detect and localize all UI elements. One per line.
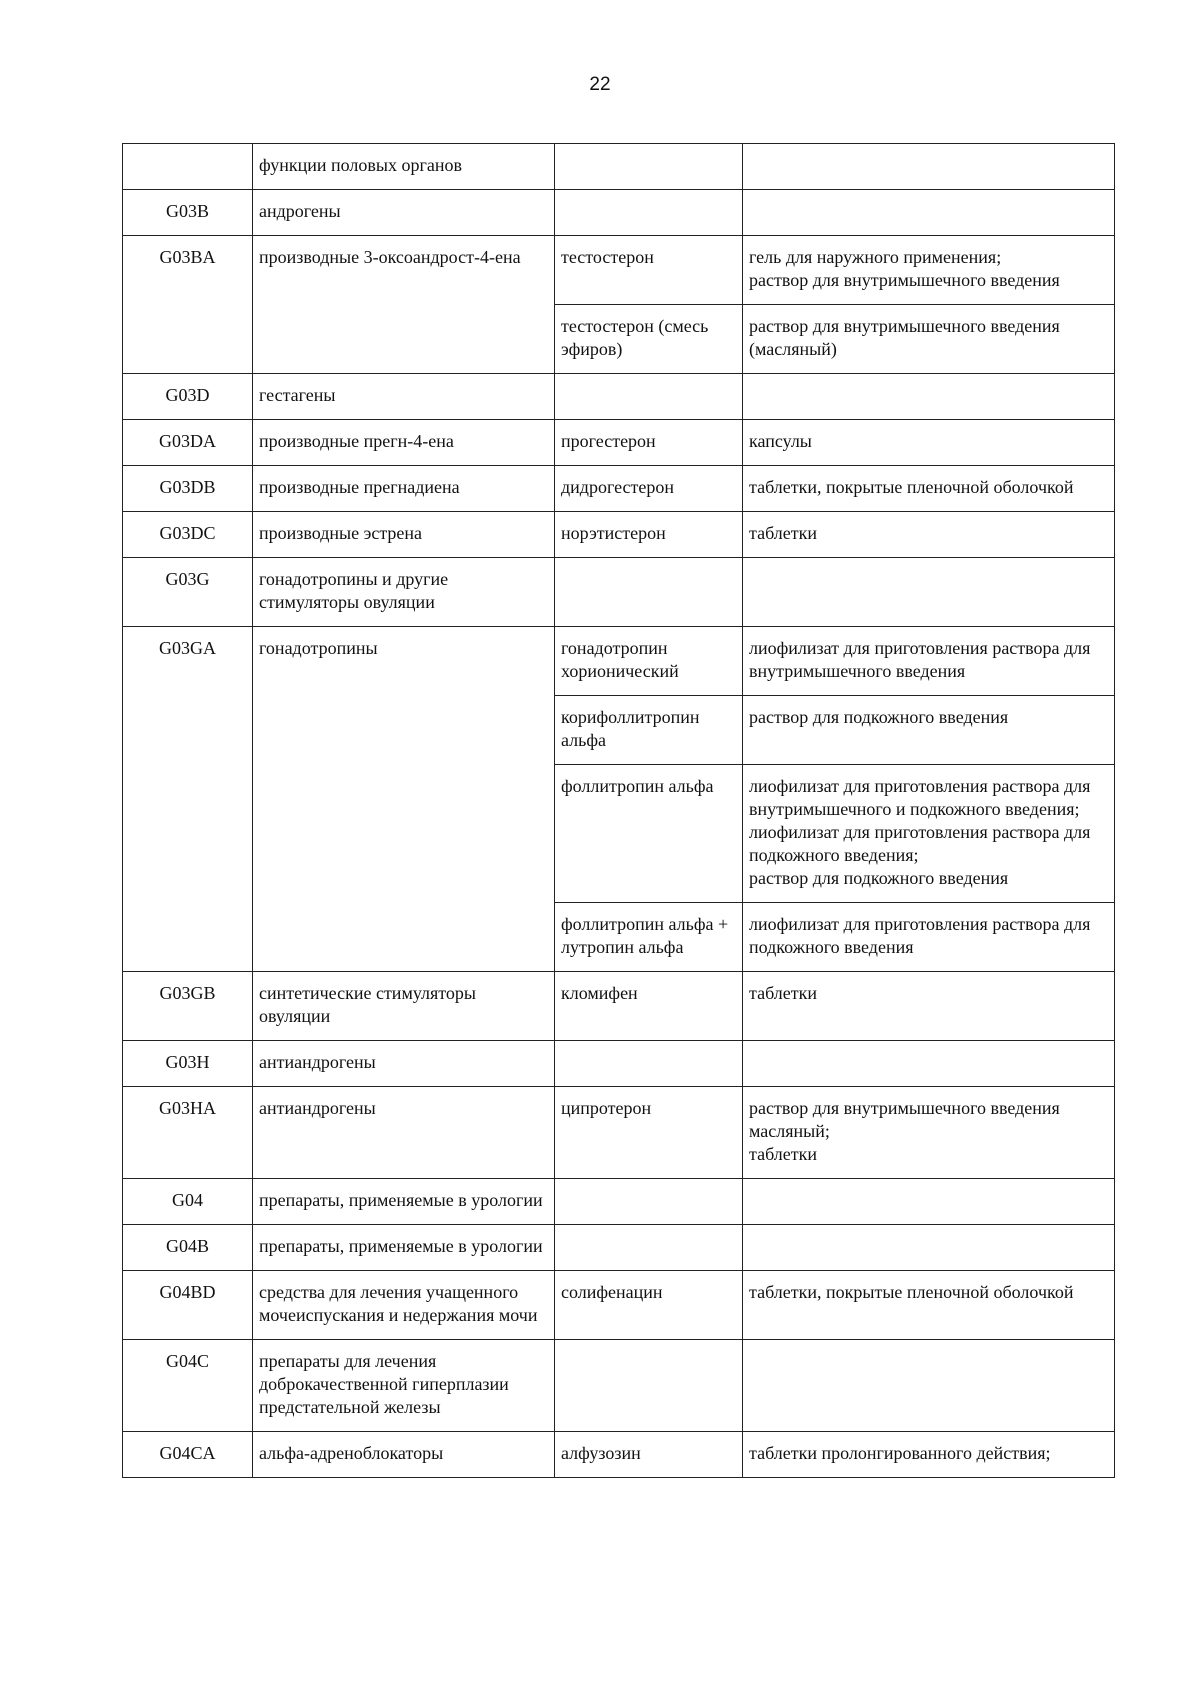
- group-name: андрогены: [253, 190, 555, 236]
- dosage-form: таблетки: [749, 1144, 818, 1164]
- dosage-forms: [743, 765, 1115, 903]
- table-row: [123, 558, 1115, 627]
- drug-name: [555, 1179, 743, 1225]
- atc-code: G03HA: [123, 1087, 253, 1179]
- atc-code: G04BD: [123, 1271, 253, 1340]
- atc-code: G04CA: [123, 1432, 253, 1478]
- page-number: 22: [589, 74, 611, 95]
- dosage-form: лиофилизат для приготовления раствора для подкожного введения: [749, 914, 1091, 957]
- group-name: производные прегнадиена: [253, 466, 555, 512]
- group-name: функции половых органов: [253, 144, 555, 190]
- dosage-forms: [743, 1087, 1115, 1179]
- group-name: антиандрогены: [253, 1041, 555, 1087]
- dosage-forms: [743, 972, 1115, 1041]
- dosage-forms: [743, 305, 1115, 374]
- group-name: препараты, применяемые в урологии: [253, 1225, 555, 1271]
- table-row: [123, 420, 1115, 466]
- drug-name: корифоллитропин альфа: [555, 696, 743, 765]
- table-row: [123, 627, 1115, 696]
- atc-code: [123, 144, 253, 190]
- group-name: производные 3-оксоандрост-4-ена: [253, 236, 555, 374]
- dosage-forms: [743, 420, 1115, 466]
- dosage-forms: [743, 190, 1115, 236]
- dosage-forms: [743, 1179, 1115, 1225]
- table-row: [123, 1432, 1115, 1478]
- drug-name: фоллитропин альфа + лутропин альфа: [555, 903, 743, 972]
- drug-name: [555, 1041, 743, 1087]
- group-name: гонадотропины: [253, 627, 555, 972]
- dosage-form: раствор для подкожного введения: [749, 707, 1009, 727]
- dosage-forms: [743, 1432, 1115, 1478]
- table-row: [123, 972, 1115, 1041]
- group-name: синтетические стимуляторы овуляции: [253, 972, 555, 1041]
- table-row: [123, 144, 1115, 190]
- group-name: гонадотропины и другие стимуляторы овуляции: [253, 558, 555, 627]
- dosage-form: лиофилизат для приготовления раствора для внутримышечного введения: [749, 638, 1091, 681]
- dosage-form: таблетки: [749, 523, 818, 543]
- atc-code: G03GA: [123, 627, 253, 972]
- table-row: [123, 1041, 1115, 1087]
- atc-code: G03B: [123, 190, 253, 236]
- drug-table: [122, 143, 1115, 1478]
- atc-code: G03DC: [123, 512, 253, 558]
- group-name: производные эстрена: [253, 512, 555, 558]
- table-row: [123, 466, 1115, 512]
- atc-code: G03DA: [123, 420, 253, 466]
- drug-name: кломифен: [555, 972, 743, 1041]
- dosage-form: лиофилизат для приготовления раствора для подкожного введения;: [749, 822, 1091, 865]
- dosage-forms: [743, 512, 1115, 558]
- dosage-form: лиофилизат для приготовления раствора для внутримышечного и подкожного введения;: [749, 776, 1091, 819]
- atc-code: G03D: [123, 374, 253, 420]
- dosage-form: таблетки пролонгированного действия;: [749, 1443, 1051, 1463]
- drug-name: [555, 190, 743, 236]
- dosage-form: раствор для внутримышечного введения масляный;: [749, 1098, 1060, 1141]
- table-row: [123, 1087, 1115, 1179]
- group-name: альфа-адреноблокаторы: [253, 1432, 555, 1478]
- atc-code: G04B: [123, 1225, 253, 1271]
- dosage-forms: [743, 1340, 1115, 1432]
- dosage-forms: [743, 236, 1115, 305]
- dosage-forms: [743, 1041, 1115, 1087]
- table-row: [123, 512, 1115, 558]
- dosage-form: раствор для внутримышечного введения: [749, 270, 1060, 290]
- drug-name: дидрогестерон: [555, 466, 743, 512]
- drug-name: [555, 558, 743, 627]
- dosage-form: раствор для внутримышечного введения (масляный): [749, 316, 1060, 359]
- atc-code: G03G: [123, 558, 253, 627]
- drug-name: алфузозин: [555, 1432, 743, 1478]
- dosage-forms: [743, 903, 1115, 972]
- dosage-forms: [743, 466, 1115, 512]
- dosage-forms: [743, 627, 1115, 696]
- dosage-form: капсулы: [749, 431, 812, 451]
- drug-name: прогестерон: [555, 420, 743, 466]
- table-row: [123, 190, 1115, 236]
- drug-name: солифенацин: [555, 1271, 743, 1340]
- atc-code: G03H: [123, 1041, 253, 1087]
- group-name: препараты для лечения доброкачественной гиперплазии предстательной железы: [253, 1340, 555, 1432]
- table-row: [123, 1340, 1115, 1432]
- drug-name: [555, 1225, 743, 1271]
- dosage-forms: [743, 144, 1115, 190]
- dosage-forms: [743, 696, 1115, 765]
- drug-name: [555, 374, 743, 420]
- dosage-form: раствор для подкожного введения: [749, 868, 1009, 888]
- drug-name: [555, 1340, 743, 1432]
- table-row: [123, 1179, 1115, 1225]
- drug-name: [555, 144, 743, 190]
- drug-name: фоллитропин альфа: [555, 765, 743, 903]
- dosage-forms: [743, 1225, 1115, 1271]
- group-name: гестагены: [253, 374, 555, 420]
- drug-name: тестостерон: [555, 236, 743, 305]
- drug-name: тестостерон (смесь эфиров): [555, 305, 743, 374]
- drug-name: норэтистерон: [555, 512, 743, 558]
- table-row: [123, 374, 1115, 420]
- atc-code: G03BA: [123, 236, 253, 374]
- dosage-form: таблетки: [749, 983, 818, 1003]
- dosage-form: таблетки, покрытые пленочной оболочкой: [749, 1282, 1074, 1302]
- atc-code: G03DB: [123, 466, 253, 512]
- dosage-form: таблетки, покрытые пленочной оболочкой: [749, 477, 1074, 497]
- drug-name: гонадотропин хорионический: [555, 627, 743, 696]
- table-row: [123, 1225, 1115, 1271]
- atc-code: G04: [123, 1179, 253, 1225]
- atc-code: G04C: [123, 1340, 253, 1432]
- group-name: антиандрогены: [253, 1087, 555, 1179]
- dosage-forms: [743, 1271, 1115, 1340]
- dosage-form: гель для наружного применения;: [749, 247, 1002, 267]
- dosage-forms: [743, 374, 1115, 420]
- group-name: препараты, применяемые в урологии: [253, 1179, 555, 1225]
- group-name: средства для лечения учащенного мочеиспускания и недержания мочи: [253, 1271, 555, 1340]
- table-row: [123, 236, 1115, 305]
- group-name: производные прегн-4-ена: [253, 420, 555, 466]
- dosage-forms: [743, 558, 1115, 627]
- atc-code: G03GB: [123, 972, 253, 1041]
- table-row: [123, 1271, 1115, 1340]
- drug-name: ципротерон: [555, 1087, 743, 1179]
